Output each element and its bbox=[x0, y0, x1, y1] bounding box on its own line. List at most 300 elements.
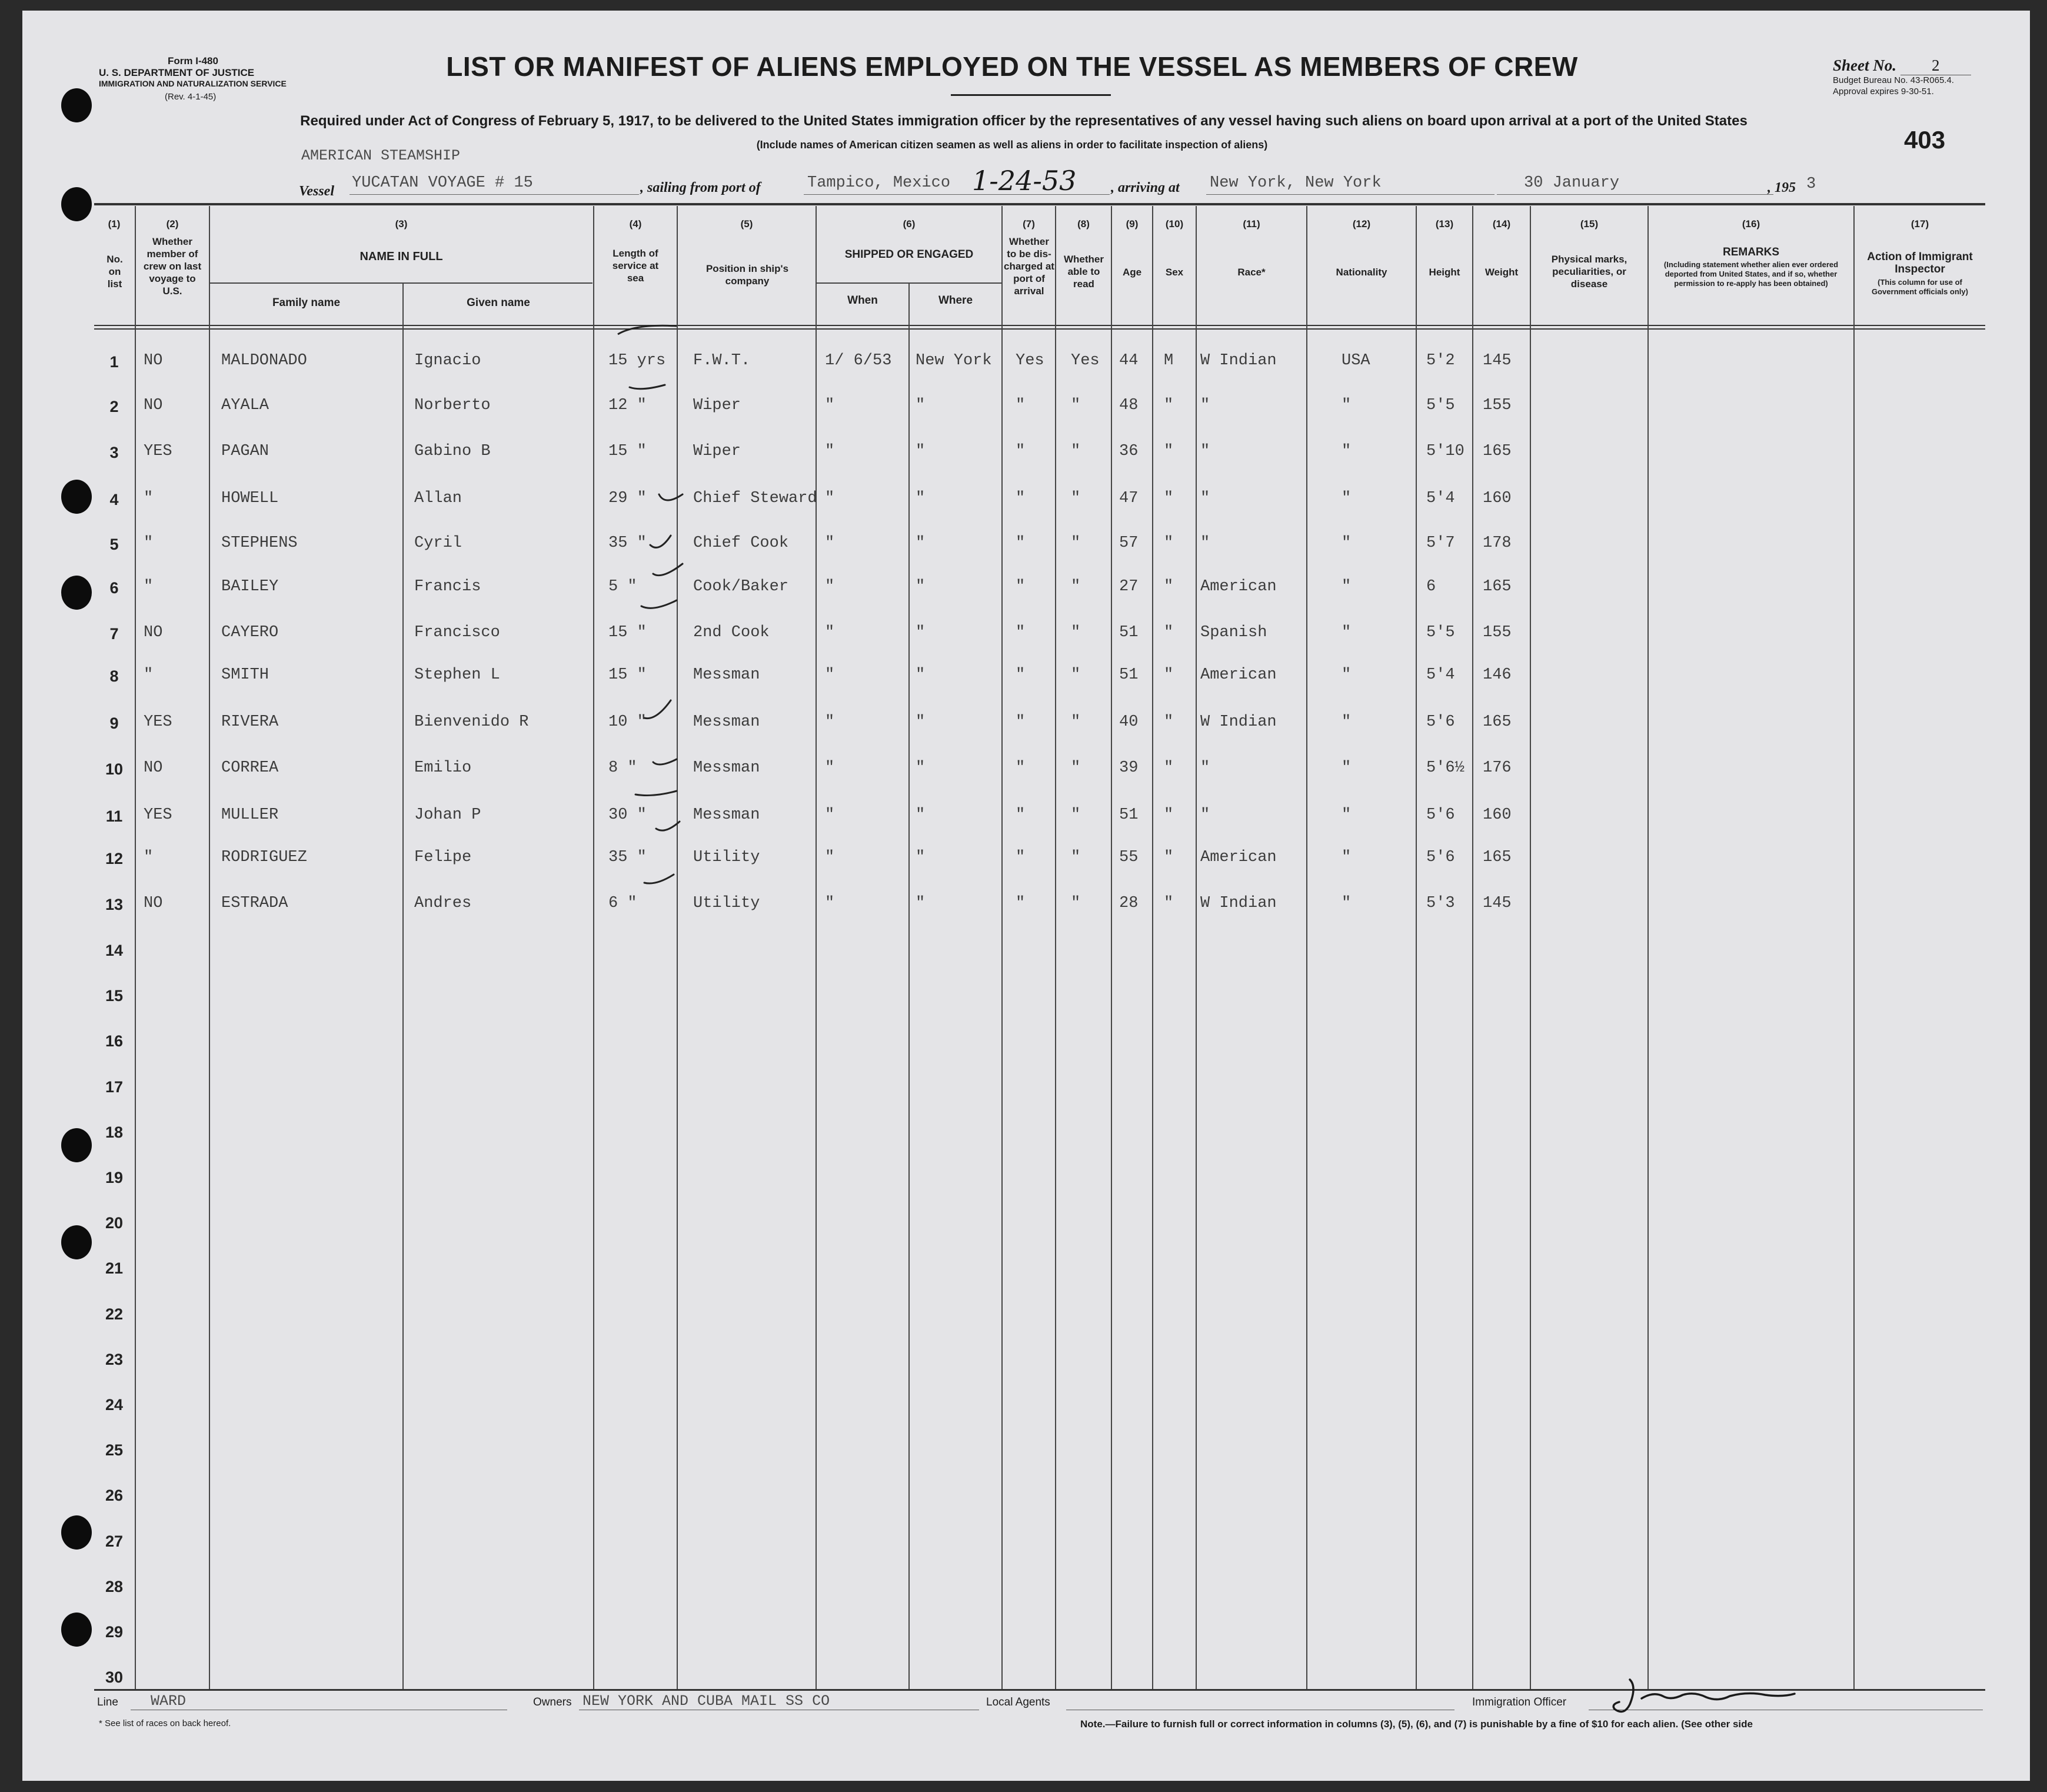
position-cell: Chief Cook bbox=[693, 534, 789, 552]
officer-signature bbox=[1606, 1675, 1800, 1722]
race-cell: " bbox=[1200, 759, 1210, 777]
last-voyage-cell: NO bbox=[144, 624, 163, 641]
given-name-cell: Francis bbox=[414, 578, 481, 596]
discharged-cell: " bbox=[1016, 443, 1026, 460]
arrival-date: 30 January bbox=[1524, 174, 1620, 192]
position-cell: 2nd Cook bbox=[693, 624, 770, 641]
vessel-name-underline bbox=[350, 194, 639, 195]
row-number: 16 bbox=[105, 1032, 124, 1050]
sailing-label: , sailing from port of bbox=[640, 180, 761, 195]
weight-cell: 178 bbox=[1483, 534, 1512, 552]
row-number: 25 bbox=[105, 1441, 124, 1459]
row-number: 21 bbox=[105, 1259, 124, 1277]
year-prefix: , 195 bbox=[1768, 180, 1796, 195]
last-voyage-cell: " bbox=[144, 534, 154, 552]
binder-hole bbox=[61, 576, 92, 610]
last-voyage-cell: NO bbox=[144, 352, 163, 370]
height-cell: 5'4 bbox=[1426, 666, 1455, 684]
age-cell: 55 bbox=[1119, 849, 1139, 866]
row-number: 15 bbox=[105, 987, 124, 1005]
col-head-where: Where bbox=[938, 294, 973, 307]
weight-cell: 160 bbox=[1483, 490, 1512, 507]
family-name-cell: HOWELL bbox=[221, 490, 279, 507]
race-cell: American bbox=[1200, 849, 1277, 866]
check-mark bbox=[650, 536, 671, 547]
race-cell: " bbox=[1200, 397, 1210, 414]
family-name-cell: AYALA bbox=[221, 397, 269, 414]
binder-hole bbox=[61, 187, 92, 221]
last-voyage-cell: " bbox=[144, 849, 154, 866]
position-cell: Wiper bbox=[693, 443, 741, 460]
height-cell: 5'6½ bbox=[1426, 759, 1464, 777]
title-underline bbox=[951, 94, 1111, 96]
height-cell: 5'6 bbox=[1426, 849, 1455, 866]
col-divider bbox=[1647, 206, 1649, 1689]
row-number: 8 bbox=[109, 667, 119, 685]
sheet-label: Sheet No. bbox=[1833, 56, 1896, 74]
able-to-read-cell: " bbox=[1071, 849, 1081, 866]
col-num-4: (4) bbox=[629, 218, 642, 230]
position-cell: Cook/Baker bbox=[693, 578, 789, 596]
age-cell: 47 bbox=[1119, 490, 1139, 507]
col-head-able-to-read: Whether able to read bbox=[1064, 254, 1104, 290]
nationality-cell: " bbox=[1342, 806, 1352, 824]
sex-cell: " bbox=[1164, 443, 1174, 460]
able-to-read-cell: " bbox=[1071, 666, 1081, 684]
owners-value: NEW YORK AND CUBA MAIL SS CO bbox=[583, 1693, 830, 1710]
height-cell: 5'2 bbox=[1426, 352, 1455, 370]
family-name-cell: RODRIGUEZ bbox=[221, 849, 307, 866]
col-num-16: (16) bbox=[1742, 218, 1760, 230]
row-number: 4 bbox=[109, 491, 119, 508]
nationality-cell: " bbox=[1342, 713, 1352, 731]
sailing-port: Tampico, Mexico bbox=[807, 174, 951, 192]
shipped-when-cell: 1/ 6/53 bbox=[825, 352, 892, 370]
vessel-name: YUCATAN VOYAGE # 15 bbox=[352, 174, 533, 192]
check-marks bbox=[588, 330, 718, 918]
family-name-cell: BAILEY bbox=[221, 578, 279, 596]
immigration-officer-label: Immigration Officer bbox=[1472, 1696, 1567, 1708]
race-cell: " bbox=[1200, 443, 1210, 460]
age-cell: 51 bbox=[1119, 624, 1139, 641]
age-cell: 44 bbox=[1119, 352, 1139, 370]
family-name-cell: CAYERO bbox=[221, 624, 279, 641]
able-to-read-cell: " bbox=[1071, 895, 1081, 912]
check-mark bbox=[653, 564, 683, 576]
row-number: 22 bbox=[105, 1305, 124, 1323]
col-head-inspector-sub: (This column for use of Government officials only) bbox=[1872, 278, 1968, 296]
weight-cell: 155 bbox=[1483, 397, 1512, 414]
col-head-remarks: REMARKS bbox=[1722, 246, 1780, 258]
sex-cell: " bbox=[1164, 624, 1174, 641]
races-footnote: * See list of races on back hereof. bbox=[99, 1718, 231, 1728]
sex-cell: M bbox=[1164, 352, 1174, 370]
given-name-cell: Felipe bbox=[414, 849, 472, 866]
sex-cell: " bbox=[1164, 666, 1174, 684]
col-divider bbox=[1530, 206, 1531, 1689]
col-divider bbox=[1111, 206, 1112, 1689]
subnote: (Include names of American citizen seamen as well as aliens in order to facilitate inspection of aliens) bbox=[756, 139, 1268, 151]
able-to-read-cell: " bbox=[1071, 397, 1081, 414]
col-head-race: Race* bbox=[1237, 267, 1266, 278]
able-to-read-cell: " bbox=[1071, 806, 1081, 824]
col-divider bbox=[816, 206, 817, 1689]
col-head-weight: Weight bbox=[1485, 267, 1519, 278]
last-voyage-cell: NO bbox=[144, 759, 163, 777]
race-cell: " bbox=[1200, 534, 1210, 552]
service-length-cell: 15 " bbox=[608, 443, 647, 460]
arrival-date-underline bbox=[1497, 194, 1773, 195]
check-mark bbox=[641, 600, 677, 608]
row-number: 7 bbox=[109, 625, 119, 643]
page-number: 403 bbox=[1904, 126, 1946, 154]
discharged-cell: " bbox=[1016, 666, 1026, 684]
position-cell: Utility bbox=[693, 895, 760, 912]
family-name-cell: STEPHENS bbox=[221, 534, 298, 552]
shipped-where-cell: " bbox=[916, 624, 926, 641]
row-number: 26 bbox=[105, 1487, 124, 1504]
shipped-when-cell: " bbox=[825, 759, 835, 777]
shipped-where-cell: " bbox=[916, 578, 926, 596]
age-cell: 36 bbox=[1119, 443, 1139, 460]
position-cell: Messman bbox=[693, 713, 760, 731]
age-cell: 27 bbox=[1119, 578, 1139, 596]
sheet-number bbox=[1833, 56, 1971, 75]
given-name-cell: Cyril bbox=[414, 534, 462, 552]
position-cell: Messman bbox=[693, 759, 760, 777]
age-cell: 51 bbox=[1119, 666, 1139, 684]
service-length-cell: 6 " bbox=[608, 895, 637, 912]
family-name-cell: PAGAN bbox=[221, 443, 269, 460]
sex-cell: " bbox=[1164, 397, 1174, 414]
age-cell: 48 bbox=[1119, 397, 1139, 414]
service-length-cell: 29 " bbox=[608, 490, 647, 507]
check-mark bbox=[656, 822, 680, 830]
age-cell: 39 bbox=[1119, 759, 1139, 777]
col-divider bbox=[1853, 206, 1855, 1689]
height-cell: 6 bbox=[1426, 578, 1436, 596]
nationality-cell: " bbox=[1342, 759, 1352, 777]
vessel-line bbox=[299, 184, 334, 200]
service-length-cell: 12 " bbox=[608, 397, 647, 414]
nationality-cell: USA bbox=[1342, 352, 1370, 370]
height-cell: 5'5 bbox=[1426, 397, 1455, 414]
arriving-label: , arriving at bbox=[1111, 180, 1180, 195]
service-length-cell: 35 " bbox=[608, 534, 647, 552]
nationality-cell: " bbox=[1342, 490, 1352, 507]
able-to-read-cell: " bbox=[1071, 713, 1081, 731]
department: U. S. DEPARTMENT OF JUSTICE bbox=[99, 67, 255, 78]
col-divider bbox=[1152, 206, 1153, 1689]
weight-cell: 146 bbox=[1483, 666, 1512, 684]
col-divider bbox=[1196, 206, 1197, 1689]
col-head-physical-marks: Physical marks, peculiarities, or disease bbox=[1551, 254, 1627, 290]
weight-cell: 145 bbox=[1483, 895, 1512, 912]
shipped-when-cell: " bbox=[825, 713, 835, 731]
weight-cell: 165 bbox=[1483, 713, 1512, 731]
height-cell: 5'3 bbox=[1426, 895, 1455, 912]
row-number: 9 bbox=[109, 714, 119, 732]
col-num-17: (17) bbox=[1910, 218, 1929, 230]
weight-cell: 155 bbox=[1483, 624, 1512, 641]
nationality-cell: " bbox=[1342, 849, 1352, 866]
given-name-cell: Ignacio bbox=[414, 352, 481, 370]
shipped-where-cell: New York bbox=[916, 352, 992, 370]
shipped-when-cell: " bbox=[825, 624, 835, 641]
shipped-where-cell: " bbox=[916, 490, 926, 507]
row-number: 1 bbox=[109, 353, 119, 371]
col-num-7: (7) bbox=[1023, 218, 1035, 230]
given-name-cell: Gabino B bbox=[414, 443, 491, 460]
position-cell: Chief Steward bbox=[693, 490, 817, 507]
col-head-no-on-list: No. on list bbox=[106, 254, 123, 290]
binder-hole bbox=[61, 1225, 92, 1259]
arriving-port-underline bbox=[1206, 194, 1495, 195]
col-divider bbox=[1472, 206, 1473, 1689]
check-mark bbox=[653, 759, 677, 764]
height-cell: 5'4 bbox=[1426, 490, 1455, 507]
row-number: 6 bbox=[109, 579, 119, 597]
last-voyage-cell: YES bbox=[144, 713, 172, 731]
sex-cell: " bbox=[1164, 759, 1174, 777]
col-head-age: Age bbox=[1122, 267, 1142, 278]
shipped-when-cell: " bbox=[825, 534, 835, 552]
service-name: IMMIGRATION AND NATURALIZATION SERVICE bbox=[99, 79, 287, 88]
able-to-read-cell: Yes bbox=[1071, 352, 1100, 370]
height-cell: 5'5 bbox=[1426, 624, 1455, 641]
position-cell: Utility bbox=[693, 849, 760, 866]
row-number: 17 bbox=[105, 1078, 124, 1096]
last-voyage-cell: NO bbox=[144, 895, 163, 912]
height-cell: 5'6 bbox=[1426, 713, 1455, 731]
discharged-cell: " bbox=[1016, 534, 1026, 552]
col-head-when: When bbox=[847, 294, 878, 307]
col-head-nationality: Nationality bbox=[1336, 267, 1387, 278]
row-number: 23 bbox=[105, 1351, 124, 1368]
last-voyage-cell: " bbox=[144, 578, 154, 596]
col-divider bbox=[402, 284, 404, 1689]
col-divider bbox=[908, 284, 910, 1689]
weight-cell: 160 bbox=[1483, 806, 1512, 824]
col-num-5: (5) bbox=[740, 218, 753, 230]
able-to-read-cell: " bbox=[1071, 443, 1081, 460]
row-number: 12 bbox=[105, 850, 124, 867]
discharged-cell: " bbox=[1016, 806, 1026, 824]
binder-hole bbox=[61, 1613, 92, 1647]
race-cell: W Indian bbox=[1200, 713, 1277, 731]
given-name-cell: Allan bbox=[414, 490, 462, 507]
discharged-cell: " bbox=[1016, 397, 1026, 414]
shipped-where-cell: " bbox=[916, 849, 926, 866]
row-number: 20 bbox=[105, 1214, 124, 1232]
col-num-13: (13) bbox=[1435, 218, 1454, 230]
weight-cell: 145 bbox=[1483, 352, 1512, 370]
given-name-cell: Emilio bbox=[414, 759, 472, 777]
col-head-last-voyage: Whether member of crew on last voyage to U.S. bbox=[143, 236, 202, 297]
binder-hole bbox=[61, 1128, 92, 1162]
row-number: 19 bbox=[105, 1169, 124, 1186]
penalty-note: Note.—Failure to furnish full or correct information in columns (3), (5), (6), and (7) is punishable by a fine of $10 for each alien. (See other side bbox=[1080, 1718, 1753, 1730]
name-subheader-rule bbox=[210, 282, 593, 284]
family-name-cell: CORREA bbox=[221, 759, 279, 777]
row-number: 24 bbox=[105, 1396, 124, 1414]
binder-hole bbox=[61, 88, 92, 122]
row-number: 5 bbox=[109, 536, 119, 553]
approval-expires: Approval expires 9-30-51. bbox=[1833, 87, 1934, 97]
row-number: 10 bbox=[105, 760, 124, 778]
service-length-cell: 8 " bbox=[608, 759, 637, 777]
col-head-shipped: SHIPPED OR ENGAGED bbox=[844, 248, 974, 261]
col-num-8: (8) bbox=[1077, 218, 1090, 230]
service-length-cell: 30 " bbox=[608, 806, 647, 824]
page-title: LIST OR MANIFEST OF ALIENS EMPLOYED ON THE VESSEL AS MEMBERS OF CREW bbox=[446, 51, 1578, 82]
col-head-remarks-sub: (Including statement whether alien ever ordered deported from United States, and if so, whether permission to re-apply has been obtained) bbox=[1663, 260, 1839, 288]
discharged-cell: " bbox=[1016, 895, 1026, 912]
sex-cell: " bbox=[1164, 806, 1174, 824]
col-head-inspector: Action of Immigrant Inspector bbox=[1867, 251, 1973, 275]
shipped-when-cell: " bbox=[825, 849, 835, 866]
given-name-cell: Norberto bbox=[414, 397, 491, 414]
service-length-cell: 15 " bbox=[608, 666, 647, 684]
check-mark bbox=[630, 385, 665, 389]
last-voyage-cell: NO bbox=[144, 397, 163, 414]
shipped-where-cell: " bbox=[916, 806, 926, 824]
budget-bureau: Budget Bureau No. 43-R065.4. bbox=[1833, 75, 1954, 85]
col-head-discharged: Whether to be dis-charged at port of arrival bbox=[1004, 236, 1054, 297]
shipped-where-cell: " bbox=[916, 759, 926, 777]
shipped-where-cell: " bbox=[916, 397, 926, 414]
weight-cell: 165 bbox=[1483, 443, 1512, 460]
row-number: 2 bbox=[109, 398, 119, 415]
discharged-cell: " bbox=[1016, 713, 1026, 731]
nationality-cell: " bbox=[1342, 624, 1352, 641]
race-cell: American bbox=[1200, 578, 1277, 596]
race-cell: W Indian bbox=[1200, 352, 1277, 370]
nationality-cell: " bbox=[1342, 534, 1352, 552]
weight-cell: 165 bbox=[1483, 578, 1512, 596]
col-head-position: Position in ship's company bbox=[705, 263, 789, 287]
owners-label: Owners bbox=[533, 1696, 572, 1708]
family-name-cell: ESTRADA bbox=[221, 895, 288, 912]
position-cell: Messman bbox=[693, 666, 760, 684]
height-cell: 5'7 bbox=[1426, 534, 1455, 552]
row-number: 29 bbox=[105, 1623, 124, 1641]
nationality-cell: " bbox=[1342, 443, 1352, 460]
row-number: 27 bbox=[105, 1532, 124, 1550]
col-num-2: (2) bbox=[166, 218, 179, 230]
able-to-read-cell: " bbox=[1071, 490, 1081, 507]
col-divider bbox=[1306, 206, 1307, 1689]
shipped-where-cell: " bbox=[916, 666, 926, 684]
race-cell: " bbox=[1200, 490, 1210, 507]
height-cell: 5'6 bbox=[1426, 806, 1455, 824]
table-top-rule bbox=[94, 203, 1985, 205]
vessel-type: AMERICAN STEAMSHIP bbox=[301, 147, 461, 164]
race-cell: Spanish bbox=[1200, 624, 1267, 641]
sex-cell: " bbox=[1164, 578, 1174, 596]
position-cell: Wiper bbox=[693, 397, 741, 414]
discharged-cell: " bbox=[1016, 624, 1026, 641]
col-num-6: (6) bbox=[903, 218, 916, 230]
col-head-family-name: Family name bbox=[272, 297, 341, 309]
family-name-cell: RIVERA bbox=[221, 713, 279, 731]
last-voyage-cell: " bbox=[144, 666, 154, 684]
year-suffix: 3 bbox=[1806, 175, 1816, 193]
position-cell: Messman bbox=[693, 806, 760, 824]
able-to-read-cell: " bbox=[1071, 534, 1081, 552]
race-cell: W Indian bbox=[1200, 895, 1277, 912]
family-name-cell: MULLER bbox=[221, 806, 279, 824]
header-pen-mark bbox=[612, 318, 683, 341]
shipped-where-cell: " bbox=[916, 895, 926, 912]
able-to-read-cell: " bbox=[1071, 624, 1081, 641]
row-number: 13 bbox=[105, 896, 124, 913]
row-number: 18 bbox=[105, 1123, 124, 1141]
age-cell: 51 bbox=[1119, 806, 1139, 824]
given-name-cell: Stephen L bbox=[414, 666, 500, 684]
nationality-cell: " bbox=[1342, 578, 1352, 596]
given-name-cell: Johan P bbox=[414, 806, 481, 824]
line-value: WARD bbox=[151, 1693, 187, 1710]
position-cell: F.W.T. bbox=[693, 352, 751, 370]
header-bottom-rule bbox=[94, 325, 1985, 326]
shipped-when-cell: " bbox=[825, 397, 835, 414]
line-label: Line bbox=[97, 1696, 118, 1708]
age-cell: 28 bbox=[1119, 895, 1139, 912]
row-number: 30 bbox=[105, 1668, 124, 1686]
col-num-10: (10) bbox=[1165, 218, 1184, 230]
col-head-given-name: Given name bbox=[467, 297, 530, 309]
col-num-11: (11) bbox=[1243, 218, 1260, 230]
family-name-cell: MALDONADO bbox=[221, 352, 307, 370]
col-num-14: (14) bbox=[1492, 218, 1511, 230]
shipped-where-cell: " bbox=[916, 443, 926, 460]
header-bottom-rule-2 bbox=[94, 328, 1985, 330]
row-number: 11 bbox=[105, 807, 123, 825]
shipped-when-cell: " bbox=[825, 806, 835, 824]
service-length-cell: 35 " bbox=[608, 849, 647, 866]
last-voyage-cell: YES bbox=[144, 443, 172, 460]
shipped-when-cell: " bbox=[825, 666, 835, 684]
able-to-read-cell: " bbox=[1071, 578, 1081, 596]
discharged-cell: Yes bbox=[1016, 352, 1044, 370]
nationality-cell: " bbox=[1342, 895, 1352, 912]
discharged-cell: " bbox=[1016, 849, 1026, 866]
arriving-port: New York, New York bbox=[1210, 174, 1382, 192]
col-head-sex: Sex bbox=[1165, 267, 1184, 278]
weight-cell: 176 bbox=[1483, 759, 1512, 777]
discharged-cell: " bbox=[1016, 490, 1026, 507]
service-length-cell: 15 yrs bbox=[608, 352, 666, 370]
race-cell: American bbox=[1200, 666, 1277, 684]
sex-cell: " bbox=[1164, 895, 1174, 912]
col-divider bbox=[135, 206, 136, 1689]
form-number: Form I-480 bbox=[168, 55, 218, 67]
check-mark bbox=[644, 875, 674, 883]
check-mark bbox=[659, 494, 683, 500]
age-cell: 40 bbox=[1119, 713, 1139, 731]
shipped-when-cell: " bbox=[825, 443, 835, 460]
sailing-date: 1-24-53 bbox=[972, 165, 1077, 197]
col-num-12: (12) bbox=[1352, 218, 1371, 230]
col-head-name-in-full: NAME IN FULL bbox=[360, 250, 443, 263]
sheet-value: 2 bbox=[1900, 56, 1971, 75]
service-length-cell: 15 " bbox=[608, 624, 647, 641]
discharged-cell: " bbox=[1016, 578, 1026, 596]
row-number: 28 bbox=[105, 1578, 124, 1595]
col-num-1: (1) bbox=[108, 218, 121, 230]
col-divider bbox=[1001, 206, 1003, 1689]
